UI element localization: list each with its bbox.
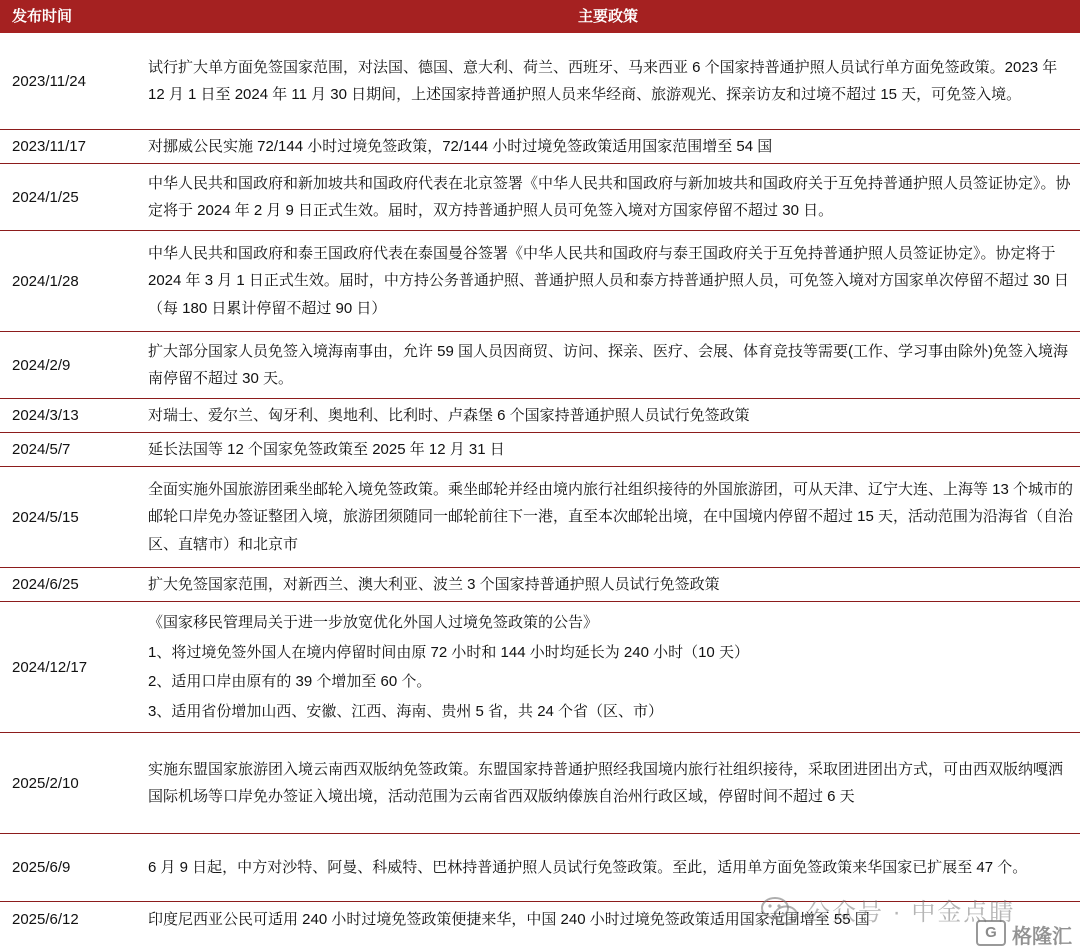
header-date: 发布时间: [0, 0, 136, 33]
row-policy: 扩大免签国家范围，对新西兰、澳大利亚、波兰 3 个国家持普通护照人员试行免签政策: [136, 568, 1080, 602]
table-header: [0, 0, 1080, 33]
row-date: 2024/5/7: [0, 433, 136, 467]
row-date: 2025/2/10: [0, 733, 136, 834]
row-date: 2024/3/13: [0, 399, 136, 433]
announcement-item: 2、适用口岸由原有的 39 个增加至 60 个。: [148, 673, 432, 690]
table-row: [0, 33, 1080, 130]
row-policy: 印度尼西亚公民可适用 240 小时过境免签政策便捷来华，中国 240 小时过境免签政策适用国家范围增至 55 国: [148, 910, 870, 928]
row-date: 2023/11/17: [0, 130, 136, 164]
table-row: [0, 433, 1080, 467]
row-policy: 扩大部分国家人员免签入境海南事由，允许 59 国人员因商贸、访问、探亲、医疗、会展、体育竞技等需要(工作、学习事由除外)免签入境海南停留不超过 30 天。: [136, 332, 1080, 399]
row-policy: 延长法国等 12 个国家免签政策至 2025 年 12 月 31 日: [136, 433, 1080, 467]
table-row: [0, 733, 1080, 834]
row-date: 2024/1/28: [0, 231, 136, 332]
row-policy: [136, 602, 1080, 733]
row-policy: 对挪威公民实施 72/144 小时过境免签政策，72/144 小时过境免签政策适用国家范围增至 54 国: [136, 130, 1080, 164]
row-date: 2024/5/15: [0, 467, 136, 568]
table-row: [0, 231, 1080, 332]
row-policy: 全面实施外国旅游团乘坐邮轮入境免签政策。乘坐邮轮并经由境内旅行社组织接待的外国旅游团，可从天津、辽宁大连、上海等 13 个城市的邮轮口岸免办签证整团入境，旅游团须随同一邮轮前往下一港，直至本次邮轮出境，在中国境内停留不超过 15 天，活动范围为沿海省（自治区、直辖市）和北京市: [136, 467, 1080, 568]
brand-name: 格隆汇: [1012, 926, 1072, 948]
row-date: 2024/2/9: [0, 332, 136, 399]
table-row: [0, 902, 1080, 938]
row-policy: 中华人民共和国政府和新加坡共和国政府代表在北京签署《中华人民共和国政府与新加坡共和国政府关于互免持普通护照人员签证协定》。协定将于 2024 年 2 月 9 日正式生效。届时，双方持普通护照人员可免签入境对方国家停留不超过 30 日。: [136, 164, 1080, 231]
watermark-text: 公众号 · 中金点睛: [806, 899, 1016, 926]
header-policy: 主要政策: [136, 0, 1080, 33]
row-date: 2025/6/9: [0, 834, 136, 902]
table-row: [0, 834, 1080, 902]
brand-logo-icon: G: [976, 920, 1006, 946]
announcement-title: 《国家移民管理局关于进一步放宽优化外国人过境免签政策的公告》: [148, 614, 599, 631]
row-policy: 试行扩大单方面免签国家范围，对法国、德国、意大利、荷兰、西班牙、马来西亚 6 个国家持普通护照人员试行单方面免签政策。2023 年 12 月 1 日至 2024 年 11 月 30 日期间，上述国家持普通护照人员来华经商、旅游观光、探亲访友和过境不超过 15 天，可免签入境。: [136, 33, 1080, 130]
row-date: 2024/6/25: [0, 568, 136, 602]
table-row: [0, 568, 1080, 602]
table-row: [0, 602, 1080, 733]
announcement-item: 3、适用省份增加山西、安徽、江西、海南、贵州 5 省，共 24 个省（区、市）: [148, 702, 664, 720]
row-date: 2024/1/25: [0, 164, 136, 231]
table-row: [0, 164, 1080, 231]
table-row: [0, 399, 1080, 433]
row-policy: 对瑞士、爱尔兰、匈牙利、奥地利、比利时、卢森堡 6 个国家持普通护照人员试行免签政策: [136, 399, 1080, 433]
row-policy: 实施东盟国家旅游团入境云南西双版纳免签政策。东盟国家持普通护照经我国境内旅行社组织接待，采取团进团出方式，可由西双版纳嘎洒国际机场等口岸免办签证入境出境，活动范围为云南省西双版纳傣族自治州行政区域，停留时间不超过 6 天: [136, 733, 1080, 834]
announcement-item: 1、将过境免签外国人在境内停留时间由原 72 小时和 144 小时均延长为 240 小时（10 天）: [148, 643, 749, 661]
table-row: [0, 467, 1080, 568]
row-policy: 中华人民共和国政府和泰王国政府代表在泰国曼谷签署《中华人民共和国政府与泰王国政府关于互免持普通护照人员签证协定》。协定将于 2024 年 3 月 1 日正式生效。届时，中方持公务普通护照、普通护照人员和泰方持普通护照人员，可免签入境对方国家单次停留不超过 30 日（每 180 日累计停留不超过 90 日）: [136, 231, 1080, 332]
row-date: 2025/6/12: [12, 911, 79, 928]
table-row: [0, 130, 1080, 164]
row-policy: 6 月 9 日起，中方对沙特、阿曼、科威特、巴林持普通护照人员试行免签政策。至此，适用单方面免签政策来华国家已扩展至 47 个。: [136, 834, 1080, 902]
row-date: 2023/11/24: [0, 33, 136, 130]
table-row: [0, 332, 1080, 399]
row-date: 2024/12/17: [0, 602, 136, 733]
